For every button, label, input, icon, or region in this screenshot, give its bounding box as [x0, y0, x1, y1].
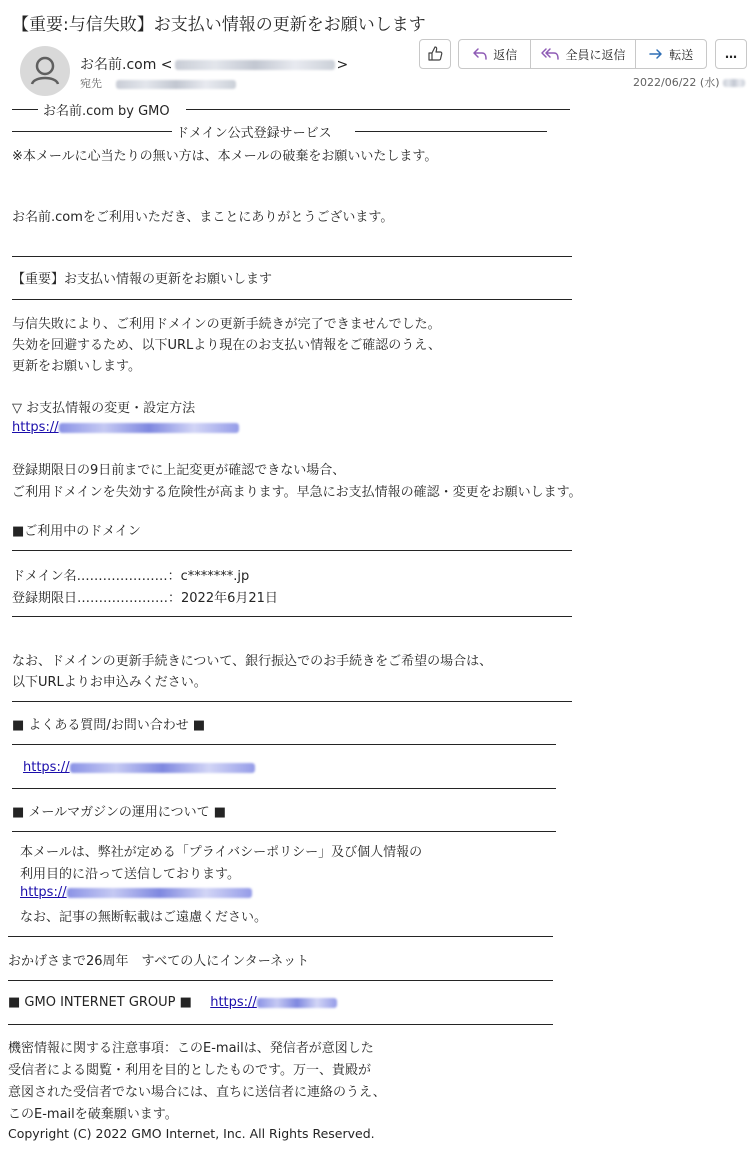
para-line: 以下URLよりお申込みください。: [12, 675, 207, 690]
faq-link[interactable]: [23, 760, 255, 775]
divider: [12, 701, 572, 702]
forward-label: 転送: [669, 47, 694, 62]
magazine-text: 利用目的に沿って送信しております。: [20, 867, 240, 882]
divider: [12, 616, 572, 617]
email-subject: 【重要:与信失敗】お支払い情報の更新をお願いします: [12, 15, 426, 35]
divider: [12, 831, 556, 832]
divider: [8, 1024, 553, 1025]
magazine-heading: ■ メールマガジンの運用について ■: [12, 805, 226, 820]
like-button[interactable]: [419, 39, 451, 69]
domain-heading: ■ご利用中のドメイン: [12, 524, 141, 539]
notice-heading: 【重要】お支払い情報の更新をお願いします: [12, 272, 273, 287]
reply-all-label: 全員に返信: [565, 47, 626, 62]
forward-button[interactable]: [636, 40, 706, 68]
confidential-text: このE-mailを破棄願います。: [8, 1107, 178, 1122]
reply-label: 返信: [493, 47, 518, 62]
link-prefix: https://: [12, 420, 59, 435]
divider: [12, 131, 172, 132]
method-heading: ▽ お支払情報の変更・設定方法: [12, 401, 196, 416]
divider: [355, 131, 547, 132]
redacted-sender-address: [175, 60, 335, 70]
payment-update-link[interactable]: [12, 420, 239, 435]
divider: [12, 744, 556, 745]
to-label: 宛先: [80, 77, 102, 90]
group-link[interactable]: https://: [210, 995, 257, 1010]
received-date: [633, 74, 745, 90]
like-icon: [426, 45, 444, 63]
sender-avatar: [20, 46, 70, 96]
divider: [12, 550, 572, 551]
recipient-line: [80, 75, 236, 91]
redacted-url: [67, 888, 252, 898]
confidential-text: 意図された受信者でない場合には、直ちに送信者に連絡のうえ、: [8, 1085, 386, 1100]
group-line: [8, 995, 337, 1010]
redacted-url: [70, 763, 255, 773]
reply-all-icon: [540, 47, 560, 61]
avatar-person-icon: [20, 46, 70, 96]
reply-all-button[interactable]: [531, 40, 635, 68]
para-line: 更新をお願いします。: [12, 359, 141, 374]
link-prefix: https://: [23, 760, 70, 775]
privacy-link[interactable]: [20, 885, 252, 900]
expiry-line: 登録期限日…………………：2022年6月21日: [12, 591, 278, 606]
para-line: ご利用ドメインを失効する危険性が高まります。早急にお支払情報の確認・変更をお願いします。: [12, 485, 582, 500]
divider: [8, 936, 553, 937]
reprint-note: なお、記事の無断転載はご遠慮ください。: [20, 910, 268, 925]
service-line: ドメイン公式登録サービス: [176, 126, 332, 141]
redacted-url: [257, 998, 337, 1008]
reply-icon: [472, 47, 488, 61]
reply-actions-group: [458, 39, 707, 69]
sender-line[interactable]: [80, 54, 348, 74]
divider: [12, 788, 556, 789]
link-prefix: https://: [20, 885, 67, 900]
date-text: 2022/06/22 (水): [633, 76, 720, 89]
redacted-recipient: [116, 80, 236, 89]
redacted-time: [723, 79, 745, 87]
redacted-url: [59, 423, 239, 433]
para-line: 失効を回避するため、以下URLより現在のお支払い情報をご確認のうえ、: [12, 338, 442, 353]
copyright-text: Copyright (C) 2022 GMO Internet, Inc. All Rights Reserved.: [8, 1126, 375, 1141]
forward-icon: [648, 47, 664, 61]
thanks-text: お名前.comをご利用いただき、まことにありがとうございます。: [12, 210, 394, 225]
divider: [12, 109, 38, 110]
para-line: 与信失敗により、ご利用ドメインの更新手続きが完了できませんでした。: [12, 317, 441, 332]
brand-line: お名前.com by GMO: [43, 104, 170, 119]
para-line: なお、ドメインの更新手続きについて、銀行振込でのお手続きをご希望の場合は、: [12, 654, 493, 669]
magazine-text: 本メールは、弊社が定める「プライバシーポリシー」及び個人情報の: [20, 845, 423, 860]
divider: [8, 980, 553, 981]
confidential-text: 受信者による閲覧・利用を目的としたものです。万一、貴殿が: [8, 1063, 371, 1078]
domain-name-line: ドメイン名…………………：c*******.jp: [12, 569, 250, 584]
divider: [186, 109, 570, 110]
disclaimer: ※本メールに心当たりの無い方は、本メールの破棄をお願いいたします。: [12, 149, 438, 164]
sender-name: お名前.com <: [80, 57, 173, 73]
para-line: 登録期限日の9日前までに上記変更が確認できない場合、: [12, 463, 346, 478]
more-icon: …: [725, 47, 737, 61]
confidential-text: 機密情報に関する注意事項：このE-mailは、発信者が意図した: [8, 1041, 374, 1056]
more-actions-button[interactable]: [715, 39, 747, 69]
divider: [12, 256, 572, 257]
faq-heading: ■ よくある質問/お問い合わせ ■: [12, 718, 206, 733]
anniversary-text: おかげさまで26周年 すべての人にインターネット: [8, 954, 310, 969]
reply-button[interactable]: [459, 40, 531, 68]
sender-close: >: [336, 57, 349, 73]
divider: [12, 299, 572, 300]
group-label: ■ GMO INTERNET GROUP ■: [8, 995, 192, 1010]
